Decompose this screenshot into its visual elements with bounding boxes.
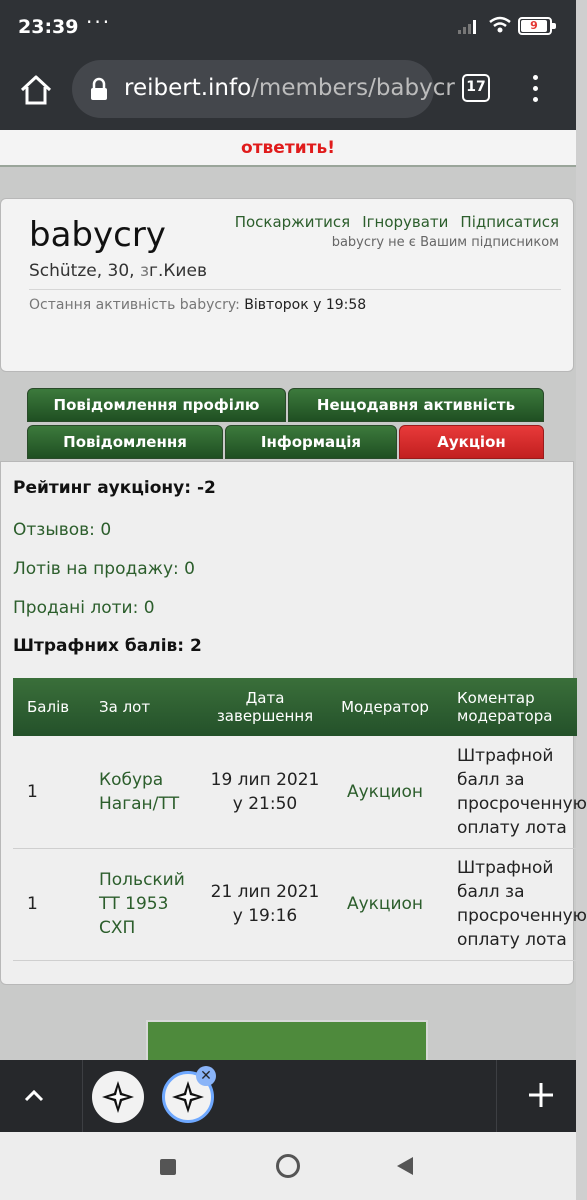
address-bar[interactable] xyxy=(72,60,455,118)
column-header: Балів xyxy=(13,678,85,736)
penalty-points: Штрафних балів: 2 xyxy=(13,636,202,656)
tab-messages[interactable]: Повідомлення xyxy=(27,425,223,459)
tab-profile-messages[interactable]: Повідомлення профілю xyxy=(27,388,286,422)
system-nav-bar xyxy=(0,1132,576,1200)
column-header: Дата завершення xyxy=(203,678,327,736)
profile-card xyxy=(0,198,574,372)
profile-actions xyxy=(223,213,559,231)
ignore-link[interactable]: Ігнорувати xyxy=(362,213,449,231)
tab-strip xyxy=(0,1060,576,1132)
lot-link[interactable]: Польский ТТ 1953 СХП xyxy=(99,870,185,938)
table-header-row xyxy=(13,678,577,736)
table-row xyxy=(13,848,577,960)
status-bar xyxy=(0,0,576,56)
table-row xyxy=(13,736,577,848)
tab-information[interactable]: Інформація xyxy=(225,425,397,459)
moderator-link[interactable]: Аукцион xyxy=(346,781,424,802)
auction-panel xyxy=(0,461,587,985)
sold-lots-link[interactable]: Продані лоти: 0 xyxy=(13,598,155,618)
last-activity: Остання активність babycry: Вівторок у 19:58 xyxy=(29,297,367,313)
reply-link[interactable]: ответить! xyxy=(241,138,335,158)
cell-signal-icon xyxy=(458,18,480,34)
subscription-status: babycry не є Вашим підписником xyxy=(331,235,559,250)
new-tab-icon[interactable] xyxy=(526,1080,556,1110)
lock-icon xyxy=(90,78,108,100)
moderator-link[interactable]: Аукцион xyxy=(346,894,424,914)
comment-cell: Штрафной балл за просроченную оплату лота xyxy=(443,848,577,960)
column-header: Коментар модератора xyxy=(443,678,577,736)
lots-for-sale-link[interactable]: Лотів на продажу: 0 xyxy=(13,559,195,579)
column-header: За лот xyxy=(85,678,203,736)
comment-cell: Штрафной балл за просроченную оплату лота xyxy=(443,736,577,848)
points-cell: 1 xyxy=(13,848,85,960)
column-header: Модератор xyxy=(327,678,443,736)
date-cell: 19 лип 2021 у 21:50 xyxy=(203,736,327,848)
reviews-link[interactable]: Отзывов: 0 xyxy=(13,520,112,540)
date-cell: 21 лип 2021 у 19:16 xyxy=(203,848,327,960)
back-icon[interactable] xyxy=(397,1157,413,1175)
divider xyxy=(29,289,561,290)
status-time: 23:39 xyxy=(18,16,79,38)
battery-icon: 9 xyxy=(518,17,552,35)
chevron-up-icon[interactable] xyxy=(22,1084,46,1108)
reply-bar[interactable] xyxy=(0,130,576,167)
home-icon[interactable] xyxy=(18,72,54,108)
url-text: reibert.info/members/babycr xyxy=(124,75,455,101)
tab-favicon-icon[interactable] xyxy=(92,1071,144,1123)
subscribe-link[interactable]: Підписатися xyxy=(460,213,559,231)
home-nav-icon[interactable] xyxy=(276,1154,300,1178)
auction-rating: Рейтинг аукціону: -2 xyxy=(13,478,216,498)
notification-dots-icon: ··· xyxy=(86,10,112,34)
web-page xyxy=(0,130,587,1060)
profile-username: babycry xyxy=(29,215,166,255)
close-tab-icon[interactable]: ✕ xyxy=(196,1066,216,1086)
lot-link[interactable]: Кобура Наган/ТТ xyxy=(99,769,180,814)
browser-toolbar xyxy=(0,56,576,130)
tab-recent-activity[interactable]: Нещодавня активність xyxy=(288,388,544,422)
profile-subtitle: Schütze, 30, зг.Киев xyxy=(29,261,207,281)
report-link[interactable]: Поскаржитися xyxy=(234,213,351,231)
browser-menu-icon[interactable] xyxy=(528,72,542,106)
penalty-table xyxy=(13,678,587,961)
wifi-icon xyxy=(488,15,512,35)
tab-auction[interactable]: Аукціон xyxy=(399,425,544,459)
tab-switcher-button[interactable]: 17 xyxy=(462,74,490,102)
points-cell: 1 xyxy=(13,736,85,848)
recent-apps-icon[interactable] xyxy=(160,1159,176,1175)
